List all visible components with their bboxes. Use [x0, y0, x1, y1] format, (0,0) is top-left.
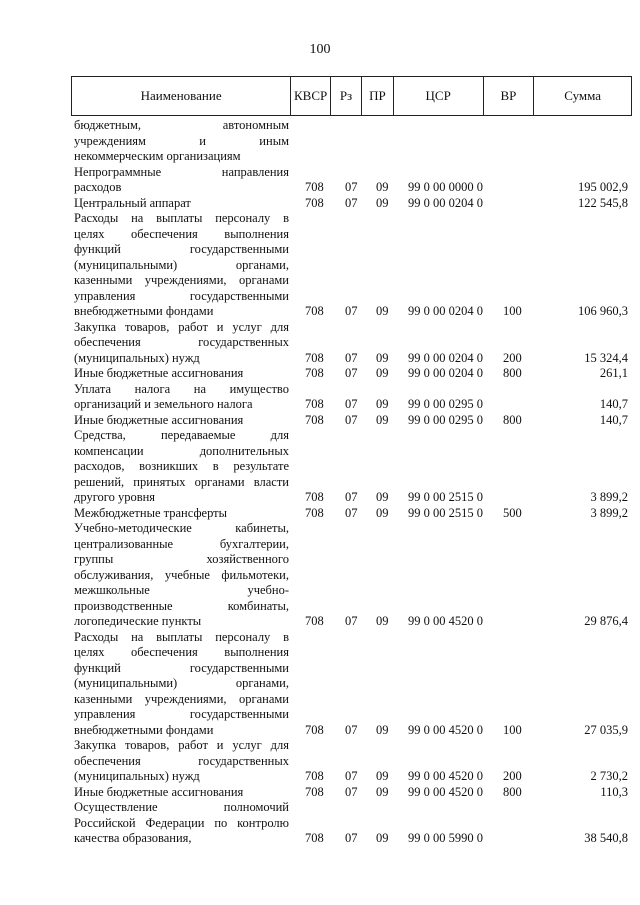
cell-vr: 800 — [503, 412, 522, 427]
cell-sum: 110,3 — [600, 784, 628, 799]
cell-sum: 15 324,4 — [584, 350, 628, 365]
row-name-line: (муниципальных) нужд — [74, 350, 200, 365]
row-name-line: функций государственными — [74, 660, 289, 675]
cell-csr: 99 0 00 0295 0 — [408, 412, 483, 427]
header-vr: ВР — [484, 77, 535, 115]
cell-pr: 09 — [376, 831, 389, 845]
header-kvsr: КВСР — [291, 77, 331, 115]
row-name-line: производственные комбинаты, — [74, 598, 289, 613]
cell-rz: 07 — [345, 505, 358, 520]
cell-sum: 3 899,2 — [590, 505, 628, 520]
row-name-line: межшкольные учебно- — [74, 583, 289, 597]
row-name-line: (муниципальными) органами, — [74, 257, 289, 272]
row-name-line: целях обеспечения выполнения — [74, 645, 289, 659]
cell-rz: 07 — [345, 831, 358, 845]
row-name-line: (муниципальных) нужд — [74, 769, 200, 783]
cell-csr: 99 0 00 2515 0 — [408, 490, 483, 504]
cell-rz: 07 — [345, 412, 358, 427]
row-name-line: другого уровня — [74, 490, 156, 504]
cell-sum: 3 899,2 — [590, 490, 628, 504]
cell-vr: 800 — [503, 784, 522, 799]
row-name-line: Уплата налога на имущество — [74, 381, 289, 396]
cell-csr: 99 0 00 4520 0 — [408, 784, 483, 799]
cell-sum: 140,7 — [599, 397, 628, 411]
row-name-line: бюджетным, автономным — [74, 118, 289, 132]
cell-kvsr: 708 — [305, 195, 324, 210]
page-number: 100 — [309, 42, 331, 57]
row-name-line: целях обеспечения выполнения — [74, 226, 289, 241]
cell-csr: 99 0 00 4520 0 — [408, 614, 483, 628]
row-name — [74, 630, 289, 739]
header-name: Наименование — [72, 77, 291, 115]
cell-pr: 09 — [376, 412, 389, 427]
cell-pr: 09 — [376, 722, 389, 737]
row-name-line: учреждениям и иным — [74, 133, 289, 148]
cell-rz: 07 — [345, 350, 358, 365]
row-name-line: решений, принятых органами власти — [74, 474, 289, 489]
cell-rz: 07 — [345, 366, 358, 380]
row-name-line: Учебно-методические кабинеты, — [74, 521, 289, 535]
row-name-line: организаций и земельного налога — [74, 397, 253, 411]
table-row — [0, 165, 640, 196]
cell-csr: 99 0 00 0000 0 — [408, 180, 483, 194]
cell-sum: 195 002,9 — [578, 180, 628, 194]
cell-sum: 261,1 — [599, 366, 628, 380]
cell-rz: 07 — [345, 614, 358, 628]
row-name — [74, 382, 289, 413]
row-name-line: Расходы на выплаты персоналу в — [74, 211, 289, 225]
row-name-line: логопедические пункты — [74, 614, 202, 628]
table-row — [0, 738, 640, 785]
row-name-line: Закупка товаров, работ и услуг для — [74, 319, 289, 334]
header-pr: ПР — [362, 77, 394, 115]
cell-csr: 99 0 00 5990 0 — [408, 831, 483, 845]
row-name-line: Иные бюджетные ассигнования — [74, 366, 244, 380]
row-name-line: группы хозяйственного — [74, 552, 289, 566]
row-name-line: компенсации дополнительных — [74, 443, 289, 458]
table-row — [0, 196, 640, 212]
row-name-line: внебюджетными фондами — [74, 722, 214, 737]
cell-vr: 800 — [503, 366, 522, 380]
header-sum: Сумма — [564, 88, 602, 103]
row-name — [74, 428, 289, 506]
cell-pr: 09 — [376, 366, 389, 380]
cell-sum: 140,7 — [599, 412, 628, 427]
cell-rz: 07 — [345, 490, 358, 504]
row-name-line: некоммерческим организациям — [74, 149, 241, 163]
table-row — [0, 800, 640, 847]
cell-vr: 100 — [503, 304, 522, 318]
row-name-line: Непрограммные направления — [74, 164, 289, 179]
row-name-line: управления государственными — [74, 288, 289, 303]
cell-pr: 09 — [376, 304, 389, 318]
cell-kvsr: 708 — [305, 769, 324, 783]
cell-pr: 09 — [376, 614, 389, 628]
cell-rz: 07 — [345, 769, 358, 783]
table-row — [0, 428, 640, 506]
row-name-line: обеспечения государственных — [74, 335, 289, 349]
cell-csr: 99 0 00 0204 0 — [408, 304, 483, 318]
row-name-line: Иные бюджетные ассигнования — [74, 412, 244, 427]
row-name-line: Средства, передаваемые для — [74, 428, 289, 442]
cell-rz: 07 — [345, 195, 358, 210]
cell-pr: 09 — [376, 180, 389, 194]
cell-kvsr: 708 — [305, 784, 324, 799]
row-name-line: казенными учреждениями, органами — [74, 691, 289, 706]
cell-vr: 200 — [503, 350, 522, 365]
cell-pr: 09 — [376, 769, 389, 783]
cell-rz: 07 — [345, 722, 358, 737]
cell-rz: 07 — [345, 304, 358, 318]
cell-kvsr: 708 — [305, 412, 324, 427]
cell-csr: 99 0 00 2515 0 — [408, 505, 483, 520]
row-name-line: Иные бюджетные ассигнования — [74, 784, 244, 799]
row-name-line: расходов, возникших в результате — [74, 459, 289, 473]
cell-kvsr: 708 — [305, 397, 324, 411]
cell-rz: 07 — [345, 784, 358, 799]
row-name — [74, 738, 289, 785]
row-name-line: внебюджетными фондами — [74, 304, 214, 318]
row-name-line: централизованные бухгалтерии, — [74, 536, 289, 551]
cell-pr: 09 — [376, 505, 389, 520]
row-name-line: управления государственными — [74, 707, 289, 721]
cell-kvsr: 708 — [305, 614, 324, 628]
row-name-line: (муниципальными) органами, — [74, 676, 289, 690]
cell-sum: 2 730,2 — [590, 769, 628, 783]
cell-kvsr: 708 — [305, 490, 324, 504]
row-name-line: Расходы на выплаты персоналу в — [74, 629, 289, 644]
header-rz: Рз — [331, 77, 362, 115]
table-row — [0, 521, 640, 630]
cell-kvsr: 708 — [305, 722, 324, 737]
row-name — [74, 506, 289, 522]
cell-kvsr: 708 — [305, 180, 324, 194]
cell-csr: 99 0 00 4520 0 — [408, 722, 483, 737]
header-csr: ЦСР — [394, 77, 484, 115]
table-row — [0, 366, 640, 382]
table-body — [0, 118, 640, 847]
row-name-line: Межбюджетные трансферты — [74, 505, 228, 520]
row-name — [74, 785, 289, 801]
cell-csr: 99 0 00 0204 0 — [408, 350, 483, 365]
row-name-line: качества образования, — [74, 831, 192, 845]
cell-pr: 09 — [376, 350, 389, 365]
table-row — [0, 118, 640, 165]
row-name — [74, 211, 289, 320]
row-name-line: Российской Федерации по контролю — [74, 815, 289, 830]
cell-csr: 99 0 00 0204 0 — [408, 195, 483, 210]
row-name — [74, 196, 289, 212]
cell-kvsr: 708 — [305, 366, 324, 380]
table-row — [0, 320, 640, 367]
cell-sum: 29 876,4 — [584, 614, 628, 628]
row-name — [74, 800, 289, 847]
row-name — [74, 118, 289, 165]
row-name-line: расходов — [74, 180, 122, 194]
table-row — [0, 382, 640, 413]
row-name — [74, 320, 289, 367]
table-row — [0, 785, 640, 801]
row-name — [74, 366, 289, 382]
cell-rz: 07 — [345, 180, 358, 194]
table-row — [0, 211, 640, 320]
cell-pr: 09 — [376, 195, 389, 210]
cell-pr: 09 — [376, 784, 389, 799]
cell-kvsr: 708 — [305, 505, 324, 520]
cell-sum: 27 035,9 — [584, 722, 628, 737]
row-name-line: Закупка товаров, работ и услуг для — [74, 738, 289, 752]
cell-kvsr: 708 — [305, 350, 324, 365]
cell-rz: 07 — [345, 397, 358, 411]
row-name — [74, 165, 289, 196]
cell-sum: 122 545,8 — [578, 195, 628, 210]
cell-csr: 99 0 00 0295 0 — [408, 397, 483, 411]
row-name-line: Осуществление полномочий — [74, 800, 289, 814]
row-name-line: функций государственными — [74, 242, 289, 256]
cell-pr: 09 — [376, 490, 389, 504]
cell-vr: 200 — [503, 769, 522, 783]
row-name — [74, 521, 289, 630]
cell-sum: 38 540,8 — [584, 831, 628, 845]
cell-vr: 100 — [503, 722, 522, 737]
cell-kvsr: 708 — [305, 831, 324, 845]
table-header — [71, 76, 632, 116]
row-name-line: казенными учреждениями, органами — [74, 273, 289, 287]
cell-csr: 99 0 00 4520 0 — [408, 769, 483, 783]
table-row — [0, 630, 640, 739]
cell-vr: 500 — [503, 505, 522, 520]
cell-csr: 99 0 00 0204 0 — [408, 366, 483, 380]
cell-kvsr: 708 — [305, 304, 324, 318]
row-name-line: обслуживания, учебные фильмотеки, — [74, 567, 289, 582]
cell-sum: 106 960,3 — [578, 304, 628, 318]
row-name-line: обеспечения государственных — [74, 753, 289, 768]
table-row — [0, 506, 640, 522]
row-name — [74, 413, 289, 429]
cell-pr: 09 — [376, 397, 389, 411]
row-name-line: Центральный аппарат — [74, 195, 191, 210]
table-row — [0, 413, 640, 429]
